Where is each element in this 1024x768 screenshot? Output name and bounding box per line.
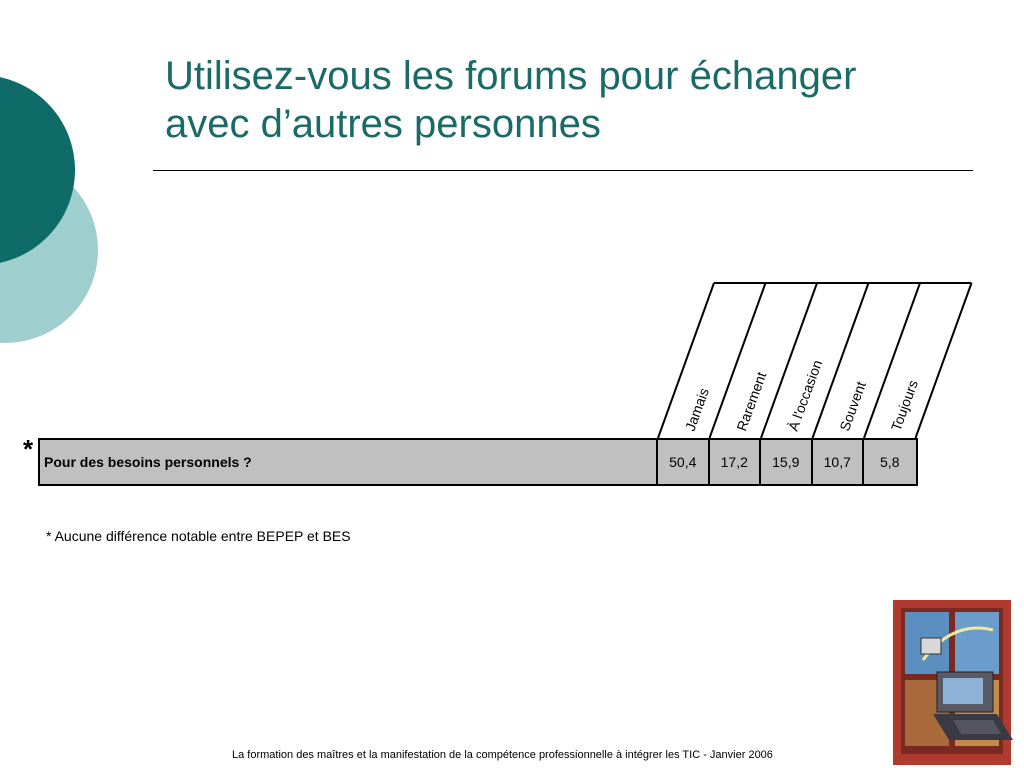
cell-souvent: 10,7 [813,440,865,484]
header-jamais: Jamais [681,385,712,434]
footnote: * Aucune différence notable entre BEPEP et BES [46,528,351,544]
header-toujours: Toujours [887,377,921,434]
title-line-2: avec d’autres personnes [165,102,601,146]
cell-occasion: 15,9 [761,440,813,484]
computer-window-illustration [893,600,1013,765]
cell-jamais: 50,4 [658,440,710,484]
header-labels [682,358,921,433]
header-occasion: À l'occasion [784,357,826,434]
row-marker: * [23,434,34,464]
cell-toujours: 5,8 [864,440,916,484]
header-souvent: Souvent [836,379,869,434]
table-row [38,438,918,486]
footer-text: La formation des maîtres et la manifestation de la compétence professionnelle à intégrer les TIC - Janvier 2006 [232,749,773,761]
header-rarement: Rarement [733,369,770,434]
row-question: Pour des besoins personnels ? [40,440,658,484]
cell-rarement: 17,2 [710,440,762,484]
title-line-1: Utilisez-vous les forums pour échanger [165,54,857,98]
